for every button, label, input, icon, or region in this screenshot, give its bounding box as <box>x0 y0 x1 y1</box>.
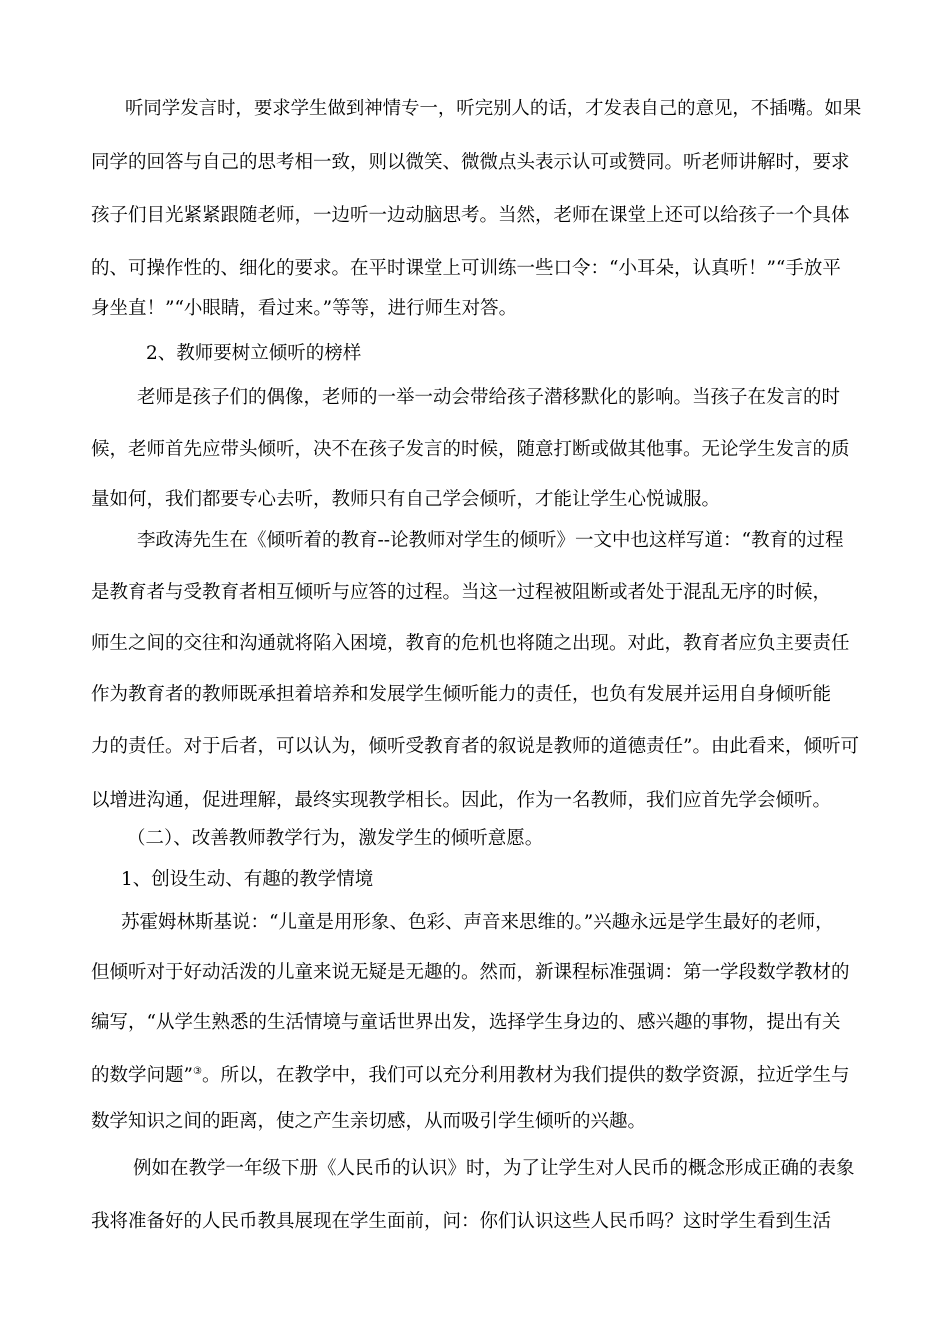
text-line: 师生之间的交往和沟通就将陷入困境，教育的危机也将随之出现。对此，教育者应负主要责任 <box>91 633 850 654</box>
text-line: 苏霍姆林斯基说：“儿童是用形象、色彩、声音来思维的。”兴趣永远是学生最好的老师， <box>121 912 834 933</box>
text-line: 量如何，我们都要专心去听，教师只有自己学会倾听，才能让学生心悦诚服。 <box>91 489 721 510</box>
text-line: 李政涛先生在《倾听着的教育--论教师对学生的倾听》一文中也这样写道：“教育的过程 <box>137 530 844 551</box>
text-line: 但倾听对于好动活泼的儿童来说无疑是无趣的。然而，新课程标准强调：第一学段数学教材的 <box>91 962 850 983</box>
text-line: 作为教育者的教师既承担着培养和发展学生倾听能力的责任，也负有发展并运用自身倾听能 <box>91 684 832 705</box>
text-line: 身坐直！”“小眼睛，看过来。”等等，进行师生对答。 <box>91 298 518 319</box>
section-heading: 2、教师要树立倾听的榜样 <box>146 343 362 364</box>
text-line: 听同学发言时，要求学生做到神情专一，听完别人的话，才发表自己的意见，不插嘴。如果 <box>125 98 862 119</box>
text-line: 的、可操作性的、细化的要求。在平时课堂上可训练一些口令：“小耳朵，认真听！”“手放平 <box>91 258 841 279</box>
text-line: 编写，“从学生熟悉的生活情境与童话世界出发，选择学生身边的、感兴趣的事物，提出有关 <box>91 1012 841 1033</box>
text-line: 老师是孩子们的偶像，老师的一举一动会带给孩子潜移默化的影响。当孩子在发言的时 <box>137 387 841 408</box>
text-line: 同学的回答与自己的思考相一致，则以微笑、微微点头表示认可或赞同。听老师讲解时，要求 <box>91 152 850 173</box>
text-line <box>91 1059 849 1089</box>
text-line: 是教育者与受教育者相互倾听与应答的过程。当这一过程被阻断或者处于混乱无序的时候， <box>91 582 832 603</box>
section-heading: 1、创设生动、有趣的教学情境 <box>121 869 374 890</box>
text-line: 以增进沟通，促进理解，最终实现教学相长。因此，作为一名教师，我们应首先学会倾听。 <box>91 790 832 811</box>
section-heading: （二）、改善教师教学行为，激发学生的倾听意愿。 <box>127 828 544 849</box>
text-segment: 。所以，在教学中，我们可以充分利用教材为我们提供的数学资源，拉近学生与 <box>201 1065 850 1087</box>
text-line: 候，老师首先应带头倾听，决不在孩子发言的时候，随意打断或做其他事。无论学生发言的质 <box>91 439 850 460</box>
text-line: 例如在教学一年级下册《人民币的认识》时，为了让学生对人民币的概念形成正确的表象 <box>133 1158 855 1179</box>
text-line: 数学知识之间的距离，使之产生亲切感，从而吸引学生倾听的兴趣。 <box>91 1111 647 1132</box>
footnote-marker: ③ <box>192 1066 202 1077</box>
text-line: 孩子们目光紧紧跟随老师，一边听一边动脑思考。当然，老师在课堂上还可以给孩子一个具体 <box>91 205 850 226</box>
text-line: 力的责任。对于后者，可以认为，倾听受教育者的叙说是教师的道德责任”。由此看来，倾听可 <box>91 736 859 757</box>
text-segment: 的数学问题” <box>91 1065 193 1087</box>
text-line: 我将准备好的人民币教具展现在学生面前，问：你们认识这些人民币吗？这时学生看到生活 <box>91 1211 832 1232</box>
